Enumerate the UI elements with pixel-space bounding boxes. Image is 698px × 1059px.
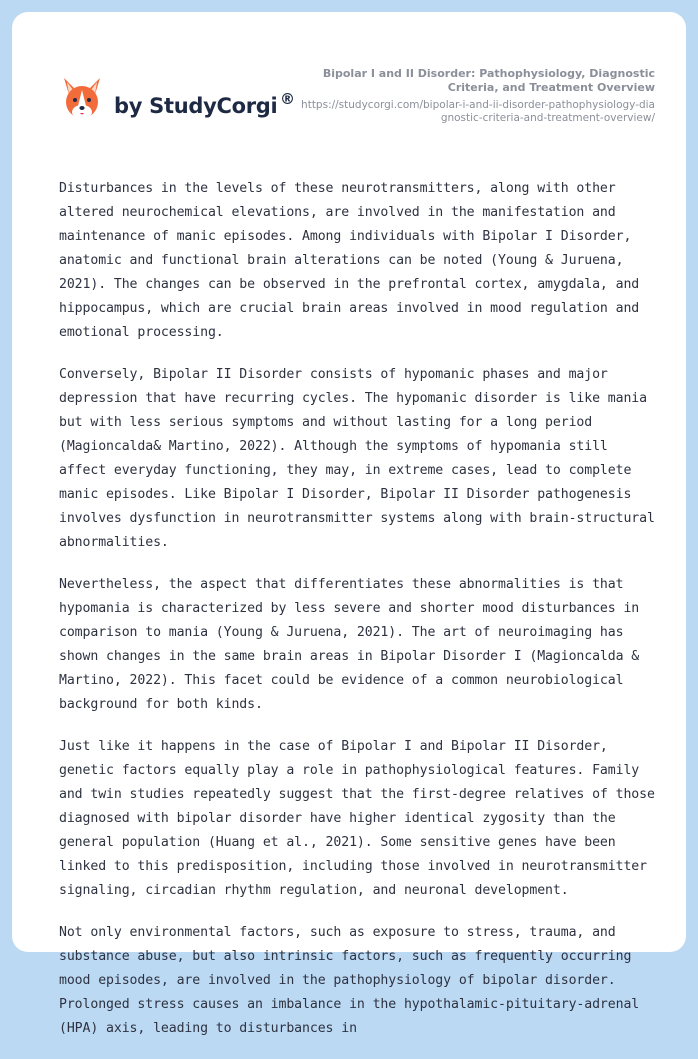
paragraph: Just like it happens in the case of Bipolar I and Bipolar II Disorder, genetic factors equally play a role in pathophysiological features. Family and twin studies repeatedly suggest that the first-degree relatives of those diagnosed with bipolar disorder have higher identical zygosity than the general population (Huang et al., 2021). Some sensitive genes have been linked to this predisposition, including those involved in neurotransmitter signaling, circadian rhythm regulation, and neuronal development. <box>59 739 655 898</box>
document-header <box>295 67 655 125</box>
corgi-icon <box>60 76 104 122</box>
paragraph: Conversely, Bipolar II Disorder consists of hypomanic phases and major depression that have recurring cycles. The hypomanic disorder is like mania but with less serious symptoms and without lasting for a long period (Magioncalda& Martino, 2022). Although the symptoms of hypomania still affect everyday functioning, they may, in extreme cases, lead to complete manic episodes. Like Bipolar I Disorder, Bipolar II Disorder pathogenesis involves dysfunction in neurotransmitter systems along with brain-structural abnormalities. <box>59 367 655 550</box>
document-url[interactable]: https://studycorgi.com/bipolar-i-and-ii-disorder-pathophysiology-diagnostic-criteria-and-treatment-overview/ <box>301 99 655 124</box>
paragraph: Not only environmental factors, such as exposure to stress, trauma, and substance abuse, but also intrinsic factors, such as frequently occurring mood episodes, are involved in the pathophysiology of bipolar disorder. Prolonged stress causes an imbalance in the hypothalamic-pituitary-adrenal (HPA) axis, leading to disturbances in <box>59 925 640 1036</box>
document-page <box>12 12 686 1036</box>
document-title: Bipolar I and II Disorder: Pathophysiology, Diagnostic Criteria, and Treatment Overview <box>322 67 655 94</box>
document-body <box>59 177 659 1059</box>
brand-name: by StudyCorgi <box>114 94 278 118</box>
paragraph: Nevertheless, the aspect that differentiates these abnormalities is that hypomania is characterized by less severe and shorter mood disturbances in comparison to mania (Young & Juruena, 2021). The art of neuroimaging has shown changes in the same brain areas in Bipolar Disorder I (Magioncalda & Martino, 2022). This facet could be evidence of a common neurobiological background for both kinds. <box>59 577 640 712</box>
studycorgi-logo[interactable] <box>60 76 320 140</box>
paragraph: Disturbances in the levels of these neurotransmitters, along with other altered neurochemical elevations, are involved in the manifestation and maintenance of manic episodes. Among individuals with Bipolar I Disorder, anatomic and functional brain alterations can be noted (Young & Juruena, 2021). The changes can be observed in the prefrontal cortex, amygdala, and hippocampus, which are crucial brain areas involved in mood regulation and emotional processing. <box>59 181 640 340</box>
registered-mark: ® <box>280 90 295 108</box>
